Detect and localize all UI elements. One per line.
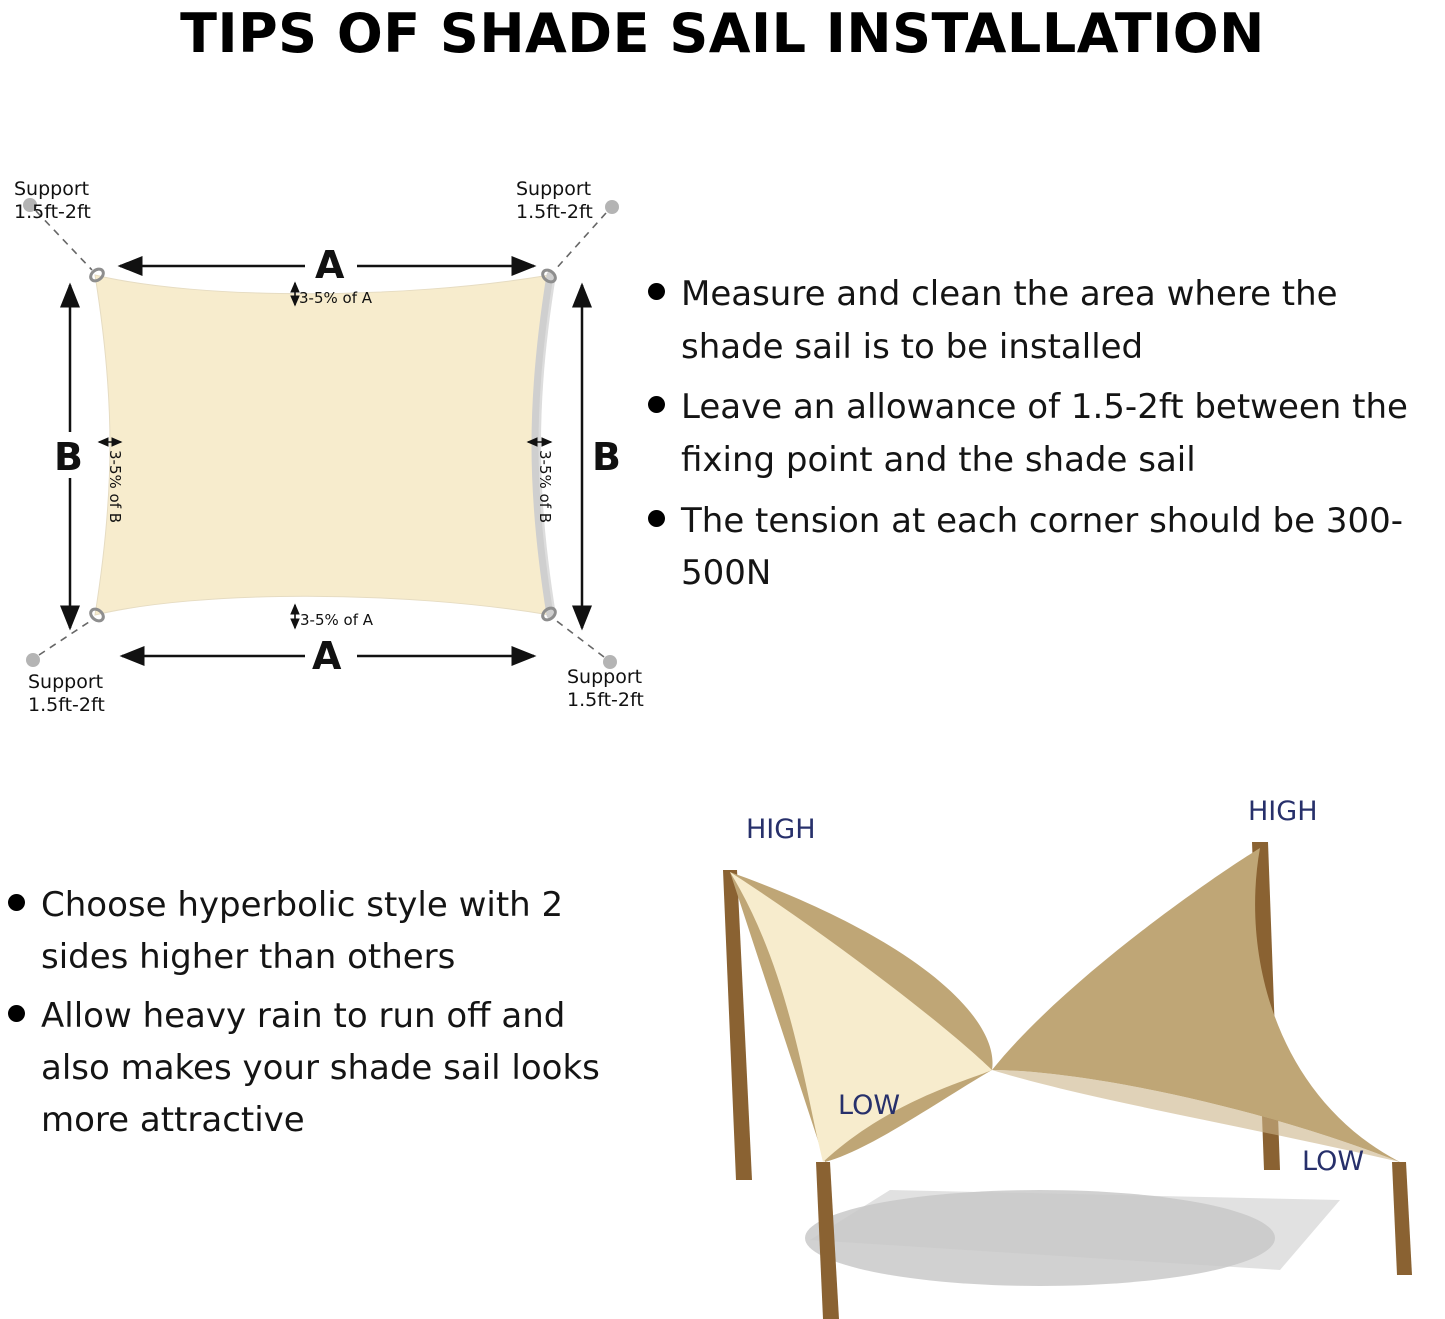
- support-label-top-left: Support: [14, 178, 90, 200]
- support-label-top-right: Support: [516, 178, 592, 200]
- list-item: [648, 381, 1445, 486]
- support-value-top-right: 1.5ft-2ft: [516, 201, 593, 223]
- bullet-icon: [8, 1005, 25, 1022]
- label-high-left: HIGH: [746, 814, 816, 845]
- tip-text: Leave an allowance of 1.5-2ft between the fixing point and the shade sail: [681, 387, 1408, 481]
- label-high-right: HIGH: [1248, 796, 1318, 827]
- support-value-top-left: 1.5ft-2ft: [14, 201, 91, 223]
- post-front-right: [1392, 1162, 1412, 1275]
- support-label-bottom-right: Support: [567, 666, 643, 688]
- label-low-left: LOW: [838, 1090, 901, 1121]
- bullet-icon: [648, 283, 665, 300]
- bullet-icon: [648, 510, 665, 527]
- bottom-illustration-container: [640, 770, 1445, 1319]
- page-title: TIPS OF SHADE SAIL INSTALLATION: [180, 2, 1265, 65]
- list-item: [648, 268, 1445, 373]
- sail-shape: [95, 275, 550, 615]
- dim-label-left-b: B: [54, 435, 83, 479]
- top-tips-list: [648, 268, 1445, 608]
- sag-label-left: 3-5% of B: [106, 450, 124, 524]
- top-diagram-container: [0, 150, 660, 740]
- dim-label-top-a: A: [315, 243, 345, 287]
- support-value-bottom-right: 1.5ft-2ft: [567, 689, 644, 711]
- support-value-bottom-left: 1.5ft-2ft: [28, 694, 105, 716]
- list-item: [0, 880, 640, 983]
- dim-label-bottom-a: A: [312, 634, 342, 678]
- tip-text: Allow heavy rain to run off and also makes your shade sail looks more attractive: [41, 996, 600, 1140]
- label-low-right: LOW: [1302, 1146, 1365, 1177]
- support-label-bottom-left: Support: [28, 671, 104, 693]
- tip-text: Choose hyperbolic style with 2 sides higher than others: [41, 885, 564, 977]
- tip-text: Measure and clean the area where the shade sail is to be installed: [681, 274, 1338, 367]
- dim-label-right-b: B: [592, 435, 621, 479]
- list-item: [0, 991, 640, 1146]
- sag-label-top: 3-5% of A: [299, 289, 373, 307]
- tip-text: The tension at each corner should be 300-500N: [681, 500, 1403, 594]
- bullet-icon: [8, 894, 25, 911]
- sag-label-right: 3-5% of B: [536, 450, 554, 524]
- bullet-icon: [648, 396, 665, 413]
- sag-label-bottom: 3-5% of A: [300, 611, 374, 629]
- list-item: [648, 495, 1445, 600]
- bottom-tips-list: [0, 880, 640, 1154]
